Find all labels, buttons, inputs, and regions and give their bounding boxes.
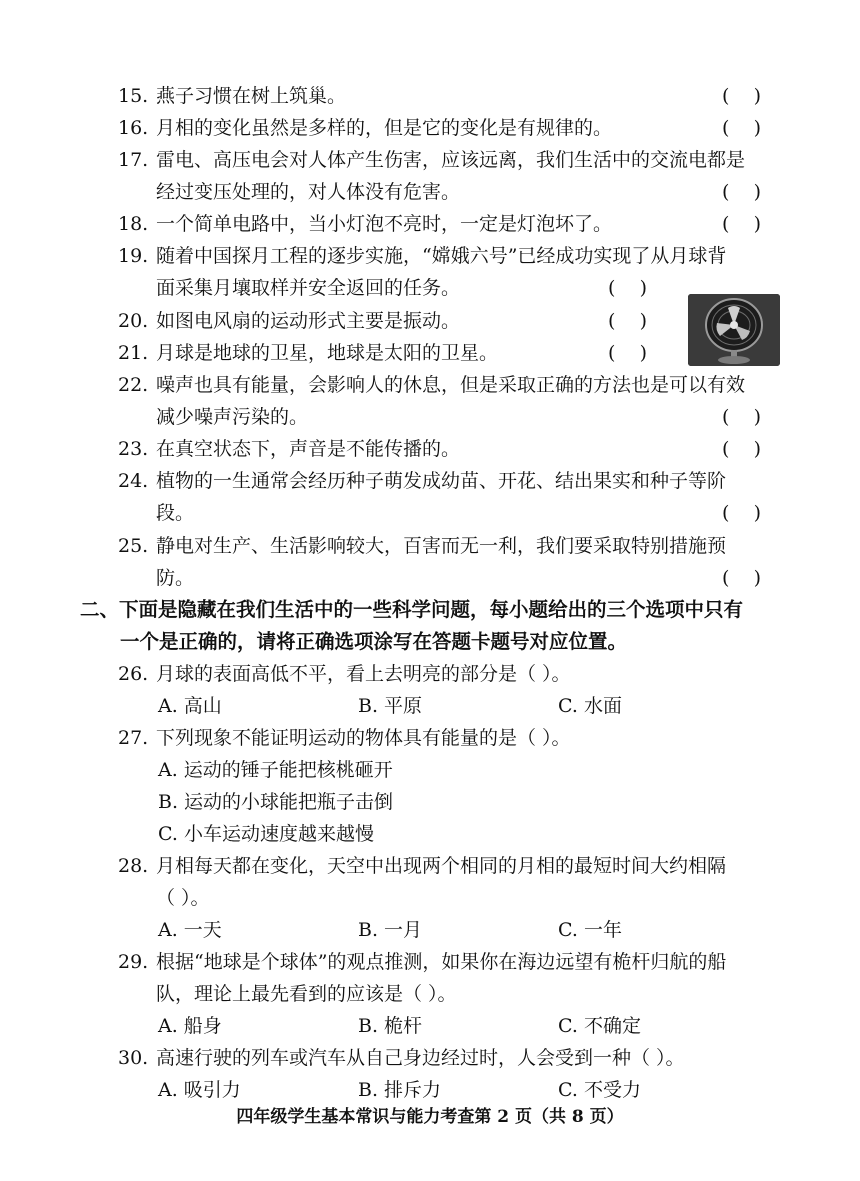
question-27: 27. 下列现象不能证明运动的物体具有能量的是（ ）。 <box>118 727 571 749</box>
page-footer: 四年级学生基本常识与能力考查第 2 页（共 8 页） <box>236 1107 624 1127</box>
question-16: 16. 月相的变化虽然是多样的，但是它的变化是有规律的。 <box>118 117 613 139</box>
option-27-c[interactable]: C. 小车运动速度越来越慢 <box>158 823 374 845</box>
question-24-cont: 段。 <box>156 502 195 524</box>
answer-paren-23[interactable]: ( ) <box>722 438 761 460</box>
section-2-heading-line1: 二、下面是隐藏在我们生活中的一些科学问题，每小题给出的三个选项中只有 <box>80 598 744 621</box>
question-19: 19. 随着中国探月工程的逐步实施，“嫦娥六号”已经成功实现了从月球背 <box>118 245 727 267</box>
option-27-a[interactable]: A. 运动的锤子能把核桃砸开 <box>158 759 393 781</box>
question-29-cont: 队，理论上最先看到的应该是（ ）。 <box>156 983 457 1005</box>
answer-paren-22[interactable]: ( ) <box>722 406 761 428</box>
answer-paren-24[interactable]: ( ) <box>722 502 761 524</box>
question-23: 23. 在真空状态下，声音是不能传播的。 <box>118 438 461 460</box>
question-22: 22. 噪声也具有能量，会影响人的休息，但是采取正确的方法也是可以有效 <box>118 374 746 396</box>
option-27-b[interactable]: B. 运动的小球能把瓶子击倒 <box>158 791 394 813</box>
question-25: 25. 静电对生产、生活影响较大，百害而无一利，我们要采取特别措施预 <box>118 535 727 557</box>
question-15: 15. 燕子习惯在树上筑巢。 <box>118 85 347 107</box>
question-30: 30. 高速行驶的列车或汽车从自己身边经过时，人会受到一种（ ）。 <box>118 1047 685 1069</box>
answer-paren-20[interactable]: ( ) <box>608 310 647 332</box>
answer-paren-18[interactable]: ( ) <box>722 213 761 235</box>
option-29-b[interactable]: B. 桅杆 <box>358 1015 423 1037</box>
answer-paren-21[interactable]: ( ) <box>608 342 647 364</box>
question-22-cont: 减少噪声污染的。 <box>156 406 309 428</box>
section-2-heading-line2: 一个是正确的，请将正确选项涂写在答题卡题号对应位置。 <box>120 630 628 653</box>
electric-fan-image <box>688 294 780 366</box>
question-17-cont: 经过变压处理的，对人体没有危害。 <box>156 181 461 203</box>
option-28-a[interactable]: A. 一天 <box>158 919 222 941</box>
question-25-cont: 防。 <box>156 567 195 589</box>
option-30-b[interactable]: B. 排斥力 <box>358 1079 442 1101</box>
question-18: 18. 一个简单电路中，当小灯泡不亮时，一定是灯泡坏了。 <box>118 213 613 235</box>
question-19-cont: 面采集月壤取样并安全返回的任务。 <box>156 277 461 299</box>
answer-paren-17[interactable]: ( ) <box>722 181 761 203</box>
question-26: 26. 月球的表面高低不平，看上去明亮的部分是（ ）。 <box>118 663 571 685</box>
question-28-cont: （ ）。 <box>156 887 210 909</box>
answer-paren-15[interactable]: ( ) <box>722 85 761 107</box>
option-30-a[interactable]: A. 吸引力 <box>158 1079 241 1101</box>
option-26-b[interactable]: B. 平原 <box>358 695 423 717</box>
question-24: 24. 植物的一生通常会经历种子萌发成幼苗、开花、结出果实和种子等阶 <box>118 470 727 492</box>
option-26-a[interactable]: A. 高山 <box>158 695 222 717</box>
question-29: 29. 根据“地球是个球体”的观点推测，如果你在海边远望有桅杆归航的船 <box>118 951 727 973</box>
fan-illustration <box>688 294 780 366</box>
answer-paren-25[interactable]: ( ) <box>722 567 761 589</box>
option-29-a[interactable]: A. 船身 <box>158 1015 222 1037</box>
question-28: 28. 月相每天都在变化，天空中出现两个相同的月相的最短时间大约相隔 <box>118 855 727 877</box>
question-17: 17. 雷电、高压电会对人体产生伤害，应该远离，我们生活中的交流电都是 <box>118 149 746 171</box>
answer-paren-16[interactable]: ( ) <box>722 117 761 139</box>
option-26-c[interactable]: C. 水面 <box>558 695 622 717</box>
option-28-c[interactable]: C. 一年 <box>558 919 622 941</box>
option-30-c[interactable]: C. 不受力 <box>558 1079 641 1101</box>
option-28-b[interactable]: B. 一月 <box>358 919 423 941</box>
question-20: 20. 如图电风扇的运动形式主要是振动。 <box>118 310 461 332</box>
option-29-c[interactable]: C. 不确定 <box>558 1015 641 1037</box>
answer-paren-19[interactable]: ( ) <box>608 277 647 299</box>
question-21: 21. 月球是地球的卫星，地球是太阳的卫星。 <box>118 342 499 364</box>
